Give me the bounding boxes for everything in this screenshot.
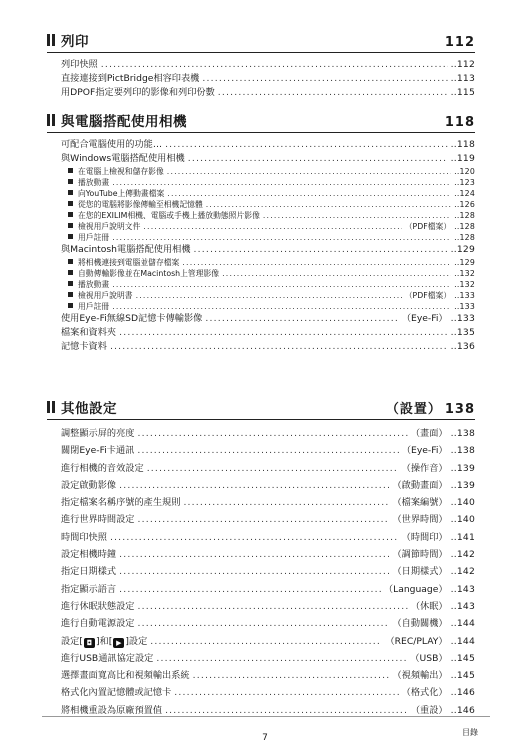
toc-entry-page: ..118 — [450, 139, 475, 150]
toc-entry-note: （時間印） — [401, 531, 448, 543]
page-number-value: 128 — [459, 233, 475, 242]
section-header — [47, 112, 475, 133]
dot-leader — [110, 340, 448, 354]
toc-entry[interactable] — [61, 340, 475, 354]
section-page-number[interactable] — [445, 35, 475, 52]
dot-leader — [112, 177, 451, 188]
toc-entry-page: ..129 — [454, 258, 475, 267]
toc-entry-label: 與Windows電腦搭配使用相機 — [61, 153, 185, 164]
toc-entry-label: 列印快照 — [61, 59, 98, 70]
toc-entry-page: ..145 — [450, 670, 475, 682]
dot-leader — [165, 138, 448, 152]
toc-entry-page: ..139 — [450, 479, 475, 491]
toc-entry-page: ..113 — [450, 73, 475, 84]
toc-entry-page: ..139 — [450, 462, 475, 474]
dot-leader — [206, 199, 451, 210]
bullet-icon — [68, 179, 73, 184]
page-number-value: 118 — [456, 139, 475, 150]
toc-entry-page: ..142 — [450, 549, 475, 561]
dot-leader — [112, 232, 451, 243]
toc-entry[interactable] — [61, 152, 475, 166]
page-number-value: 144 — [456, 635, 475, 647]
dot-leader — [119, 326, 447, 340]
toc-entry-note: （Eye-Fi） — [401, 445, 448, 457]
toc-entry[interactable] — [61, 684, 475, 701]
dot-leader — [205, 312, 398, 326]
bullet-icon — [68, 259, 73, 264]
label-part: 設定[ — [61, 635, 83, 647]
page-number-value: 143 — [456, 583, 475, 595]
toc-subentry[interactable] — [68, 232, 475, 243]
toc-entry-note: （PDF檔案） — [404, 222, 452, 231]
toc-entry-page: ..143 — [450, 600, 475, 612]
toc-subentry[interactable] — [68, 177, 475, 188]
toc-entry-page: ..133 — [454, 291, 475, 300]
dot-leader — [138, 511, 390, 528]
bullet-icon — [68, 292, 73, 297]
toc-entry-note: （休眠） — [410, 600, 448, 612]
toc-entry-page: ..141 — [450, 531, 475, 543]
bullet-icon — [68, 190, 73, 195]
page-number-value: 144 — [456, 618, 475, 630]
toc-entry-label — [61, 633, 147, 650]
dot-leader — [150, 633, 382, 650]
label-part: ]和[ — [95, 635, 113, 647]
toc-entry-page: ..140 — [450, 514, 475, 526]
section-header — [47, 32, 475, 53]
toc-entry-label: 記憶卡資料 — [61, 341, 107, 352]
toc-entry-page: ..128 — [454, 222, 475, 231]
page-number-value: 113 — [456, 73, 475, 84]
toc-entry-label: 關閉Eye-Fi卡通訊 — [61, 445, 135, 457]
toc-entry-page: ..138 — [450, 428, 475, 439]
toc-entry-label: 檢視用戶說明書 — [78, 291, 133, 300]
toc-subentry[interactable] — [68, 210, 475, 221]
toc-entry-list — [47, 425, 475, 719]
toc-entry[interactable] — [61, 425, 475, 442]
section-computer — [47, 112, 475, 354]
dot-leader — [138, 598, 408, 615]
toc-entry-label: 指定檔案名稱序號的產生規則 — [61, 497, 181, 509]
page-number-value: 143 — [456, 600, 475, 612]
dot-leader — [143, 221, 401, 232]
section-marker-icon — [47, 114, 55, 126]
toc-entry-page: ..135 — [450, 327, 475, 338]
toc-entry-label: 設定啟動影像 — [61, 479, 117, 491]
toc-entry-page: ..136 — [450, 341, 475, 352]
toc-entry-note: （視頻輸出） — [392, 670, 448, 682]
toc-entry[interactable] — [61, 581, 475, 598]
page-number-value: 146 — [456, 687, 475, 699]
dot-leader — [222, 268, 451, 279]
toc-entry-note: （畫面） — [410, 428, 448, 439]
toc-entry-page: ..132 — [454, 280, 475, 289]
dot-leader — [183, 494, 389, 511]
toc-entry-label: 指定日期樣式 — [61, 566, 117, 578]
section-header — [47, 399, 475, 420]
toc-entry-page: ..133 — [454, 302, 475, 311]
bullet-icon — [68, 223, 73, 228]
toc-entry-note: （自動關機） — [392, 618, 448, 630]
page-number-value: 138 — [456, 428, 475, 439]
section-page: 118 — [444, 115, 475, 130]
toc-entry-label: 在您的EXILIM相機、電腦或手機上播放動態照片影像 — [78, 211, 260, 220]
section-printing — [47, 32, 475, 100]
bullet-icon — [68, 281, 73, 286]
toc-entry-label: 時間印快照 — [61, 531, 107, 543]
toc-entry-note: （日期樣式） — [392, 566, 448, 578]
toc-subentry[interactable] — [68, 290, 475, 301]
toc-entry-label: 選擇畫面寬高比和視頻輸出系統 — [61, 670, 190, 682]
toc-entry-page: ..144 — [450, 635, 475, 647]
toc-entry-label: 進行相機的音效設定 — [61, 462, 144, 474]
toc-entry-label: 向YouTube上傳動畫檔案 — [78, 189, 165, 198]
toc-entry-label: 檔案和資料夾 — [61, 327, 117, 338]
section-title-wrap — [47, 30, 89, 52]
toc-entry-label: 將相機連接到電腦並儲存檔案 — [78, 258, 180, 267]
toc-subentry[interactable] — [68, 166, 475, 177]
toc-entry-note: （啟動畫面） — [392, 479, 448, 491]
section-marker-icon — [47, 401, 55, 413]
dot-leader — [188, 152, 448, 166]
dot-leader — [182, 257, 451, 268]
dot-leader — [101, 58, 448, 72]
page-number-value: 123 — [459, 178, 475, 187]
toc-entry-page: ..128 — [454, 211, 475, 220]
page-number-value: 142 — [456, 549, 475, 561]
page-number-value: 142 — [456, 566, 475, 578]
section-page: 138 — [444, 402, 475, 417]
toc-entry[interactable] — [61, 598, 475, 615]
toc-entry[interactable] — [61, 460, 475, 477]
toc-entry[interactable] — [61, 86, 475, 100]
toc-entry-label: 播放動畫 — [78, 178, 110, 187]
toc-entry-page: ..140 — [450, 497, 475, 509]
dot-leader — [119, 546, 389, 563]
section-page-number[interactable] — [445, 115, 475, 132]
dot-leader — [119, 477, 389, 494]
toc-entry[interactable] — [61, 138, 475, 152]
bullet-icon — [68, 212, 73, 217]
toc-subentry[interactable] — [68, 188, 475, 199]
dot-leader — [263, 210, 451, 221]
toc-entry-page: ..145 — [450, 652, 475, 664]
dot-leader — [167, 188, 451, 199]
dot-leader — [202, 72, 447, 86]
page-number-value: 145 — [456, 670, 475, 682]
page-number-value: 133 — [459, 291, 475, 300]
label-part: ]設定 — [125, 635, 148, 647]
toc-entry-list — [47, 138, 475, 354]
toc-entry-page: ..124 — [454, 189, 475, 198]
section-title-wrap — [47, 110, 187, 132]
toc-entry[interactable] — [61, 667, 475, 684]
toc-entry[interactable] — [61, 312, 475, 326]
toc-entry-label: 從您的電腦將影像傳輸至相機記憶體 — [78, 200, 203, 209]
page-number-value: 129 — [459, 258, 475, 267]
toc-entry-page: ..142 — [450, 566, 475, 578]
dot-leader — [119, 563, 389, 580]
toc-entry-label: 檢視用戶說明文件 — [78, 222, 141, 231]
toc-entry[interactable] — [61, 563, 475, 580]
toc-entry-page: ..132 — [454, 269, 475, 278]
section-page: 112 — [444, 35, 475, 50]
dot-leader — [147, 460, 399, 477]
toc-entry-page: ..143 — [450, 583, 475, 595]
page-number-value: 139 — [456, 462, 475, 474]
toc-entry-page: ..123 — [454, 178, 475, 187]
toc-entry-page: ..115 — [450, 87, 475, 98]
dot-leader — [112, 301, 451, 312]
toc-entry-label: 設定相機時鐘 — [61, 549, 117, 561]
toc-entry-label: 自動傳輸影像並在Macintosh上管理影像 — [78, 269, 220, 278]
dot-leader — [136, 290, 402, 301]
toc-entry-label: 使用Eye-Fi無線SD記憶卡傳輸影像 — [61, 313, 203, 324]
page-number-value: 133 — [459, 302, 475, 311]
toc-entry-page: ..120 — [454, 167, 475, 176]
toc-entry-page: ..112 — [450, 59, 475, 70]
page-number-value: 119 — [456, 153, 475, 164]
toc-entry-page: ..146 — [450, 704, 475, 716]
page-number: 7 — [262, 733, 268, 743]
dot-leader — [174, 684, 398, 701]
dot-leader — [193, 667, 390, 684]
page-number-value: 146 — [456, 704, 475, 716]
toc-entry-label: 與Macintosh電腦搭配使用相機 — [61, 244, 191, 255]
toc-entry-page: ..126 — [454, 200, 475, 209]
page-number-value: 135 — [456, 327, 475, 338]
toc-entry[interactable] — [61, 243, 475, 257]
toc-entry-label: 進行世界時間設定 — [61, 514, 135, 526]
toc-entry[interactable] — [61, 58, 475, 72]
toc-entry-page: ..133 — [450, 313, 475, 324]
page-number-value: 140 — [456, 514, 475, 526]
section-title: 列印 — [61, 34, 89, 50]
page-number-value: 128 — [459, 211, 475, 220]
page-number-value: 145 — [456, 652, 475, 664]
page-number-value: 132 — [459, 280, 475, 289]
toc-entry[interactable] — [61, 326, 475, 340]
toc-subentry[interactable] — [68, 279, 475, 290]
toc-entry-page: ..128 — [454, 233, 475, 242]
toc-entry-page: ..129 — [450, 244, 475, 255]
toc-entry[interactable] — [61, 442, 475, 459]
bullet-icon — [68, 234, 73, 239]
toc-entry-note: （USB） — [410, 652, 448, 664]
toc-entry-label: 用戶註冊 — [78, 302, 110, 311]
section-title: 其他設定 — [61, 401, 117, 417]
toc-entry[interactable] — [61, 615, 475, 632]
toc-entry-label: 格式化內置記憶體或記憶卡 — [61, 687, 172, 699]
toc-entry-label: 進行休眠狀態設定 — [61, 600, 135, 612]
toc-entry-note: （調節時間） — [392, 549, 448, 561]
page-number-value: 126 — [459, 200, 475, 209]
bullet-icon — [68, 168, 73, 173]
dot-leader — [119, 581, 381, 598]
section-title-wrap — [47, 397, 117, 419]
bullet-icon — [68, 201, 73, 206]
toc-entry-note: （Language） — [383, 583, 448, 595]
toc-entry-list — [47, 58, 475, 100]
toc-subentry[interactable] — [68, 221, 475, 232]
toc-entry-label: 在電腦上檢視和儲存影像 — [78, 167, 164, 176]
dot-leader — [110, 529, 399, 546]
bullet-icon — [68, 303, 73, 308]
toc-entry-page: ..119 — [450, 153, 475, 164]
dot-leader — [194, 243, 448, 257]
toc-entry[interactable] — [61, 633, 475, 650]
toc-entry[interactable] — [61, 494, 475, 511]
footer-divider — [42, 716, 490, 717]
dot-leader — [167, 166, 451, 177]
toc-subentry[interactable] — [68, 257, 475, 268]
dot-leader — [138, 615, 390, 632]
bullet-icon — [68, 270, 73, 275]
toc-entry-note: （操作音） — [401, 462, 448, 474]
toc-entry[interactable] — [61, 511, 475, 528]
page-number-value: 140 — [456, 497, 475, 509]
toc-subentry[interactable] — [68, 268, 475, 279]
dot-leader — [137, 442, 399, 459]
toc-entry-page: ..146 — [450, 687, 475, 699]
page-number-value: 128 — [459, 222, 475, 231]
footer-label: 目錄 — [462, 728, 478, 737]
toc-entry-note: （重設） — [410, 704, 448, 716]
toc-entry-page: ..144 — [450, 618, 475, 630]
camera-icon: ◘ — [84, 638, 95, 648]
toc-subentry[interactable] — [68, 199, 475, 210]
page-number-value: 138 — [456, 445, 475, 457]
page-number-value: 141 — [456, 531, 475, 543]
toc-entry-note: （REC/PLAY） — [385, 635, 448, 647]
toc-entry-label: 將相機重設為原廠預置值 — [61, 704, 163, 716]
toc-entry-label: 直接連接到PictBridge相容印表機 — [61, 73, 200, 84]
section-page-note: （設置） — [385, 402, 442, 417]
page-number-value: 139 — [456, 479, 475, 491]
page-number-value: 136 — [456, 341, 475, 352]
toc-entry-note: （PDF檔案） — [404, 291, 452, 300]
toc-entry-label: 進行USB通訊協定設定 — [61, 652, 154, 664]
page-number-value: 120 — [459, 167, 475, 176]
toc-entry-label: 播放動畫 — [78, 280, 110, 289]
toc-entry-note: （格式化） — [401, 687, 448, 699]
toc-entry-label: 可配合電腦使用的功能… — [61, 139, 163, 150]
toc-entry[interactable] — [61, 546, 475, 563]
page-number-value: 115 — [456, 87, 475, 98]
toc-entry[interactable] — [61, 72, 475, 86]
toc-entry-label: 用戶註冊 — [78, 233, 110, 242]
toc-entry-note: （Eye-Fi） — [401, 313, 448, 324]
toc-entry-note: （世界時間） — [392, 514, 448, 526]
dot-leader — [138, 425, 408, 442]
page-number-value: 129 — [456, 244, 475, 255]
section-page-number[interactable] — [386, 398, 475, 419]
page-number-value: 112 — [456, 59, 475, 70]
toc-entry-note: （檔案編號） — [392, 497, 448, 509]
toc-entry[interactable] — [61, 529, 475, 546]
dot-leader — [112, 279, 451, 290]
toc-entry-label: 調整顯示屏的亮度 — [61, 428, 135, 439]
toc-entry[interactable] — [61, 477, 475, 494]
toc-entry-label: 進行自動電源設定 — [61, 618, 135, 630]
section-other-settings — [47, 399, 475, 719]
dot-leader — [218, 86, 448, 100]
toc-entry-label: 指定顯示語言 — [61, 583, 117, 595]
page-number-value: 132 — [459, 269, 475, 278]
toc-subentry[interactable] — [68, 301, 475, 312]
page-number-value: 133 — [456, 313, 475, 324]
page-number-value: 124 — [459, 189, 475, 198]
toc-entry[interactable] — [61, 650, 475, 667]
play-icon: ▶ — [113, 638, 124, 648]
section-title: 與電腦搭配使用相機 — [61, 114, 187, 130]
toc-entry-page: ..138 — [450, 445, 475, 457]
section-marker-icon — [47, 34, 55, 46]
dot-leader — [156, 650, 407, 667]
toc-entry-label: 用DPOF指定要列印的影像和列印份數 — [61, 87, 215, 98]
